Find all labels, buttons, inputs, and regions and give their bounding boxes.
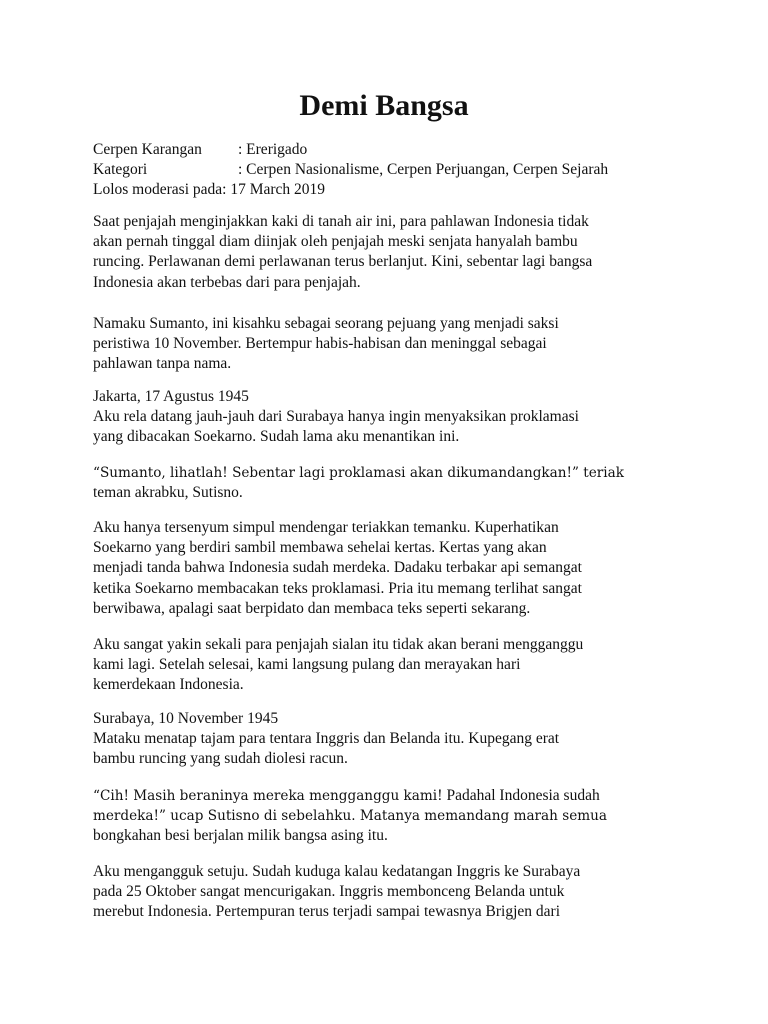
paragraph-line: Soekarno yang berdiri sambil membawa sehelai kertas. Kertas yang akan (93, 539, 547, 557)
paragraph-line: Namaku Sumanto, ini kisahku sebagai seorang pejuang yang menjadi saksi (93, 315, 559, 332)
moderation-row (93, 180, 608, 200)
paragraph-line: runcing. Perlawanan demi perlawanan terus berlanjut. Kini, sebentar lagi bangsa (93, 253, 593, 271)
paragraph-line: Indonesia akan terbebas dari para penjajah. (93, 273, 361, 291)
paragraph-proclamation (93, 518, 683, 619)
paragraph-line: peristiwa 10 November. Bertempur habis-habisan dan meninggal sebagai (93, 335, 547, 353)
author-value: : Ererigado (238, 141, 308, 158)
paragraph-intro (93, 212, 683, 293)
paragraph-line: Aku sangat yakin sekali para penjajah sialan itu tidak akan berani mengganggu (93, 636, 584, 653)
paragraph-line: bongkahan besi berjalan milik bangsa asing itu. (93, 827, 388, 845)
author-row (93, 140, 608, 160)
paragraph-line: Aku mengangguk setuju. Sudah kuduga kalau kedatangan Inggris ke Surabaya (93, 863, 581, 880)
paragraph-line: kami lagi. Setelah selesai, kami langsung pulang dan merayakan hari (93, 656, 521, 674)
author-label: Cerpen Karangan (93, 141, 202, 158)
paragraph-line: Aku hanya tersenyum simpul mendengar teriakkan temanku. Kuperhatikan (93, 519, 559, 536)
paragraph-line: bambu runcing yang sudah diolesi racun. (93, 750, 348, 768)
paragraph-dialogue-2 (93, 786, 683, 847)
category-value: : Cerpen Nasionalisme, Cerpen Perjuangan, Cerpen Sejarah (238, 161, 609, 178)
dialogue-quote: “Cih! Masih beraninya mereka mengganggu kami! (93, 788, 443, 804)
dialogue-narration: Padahal Indonesia sudah (442, 787, 600, 804)
category-row (93, 160, 608, 180)
paragraph-jakarta (93, 387, 683, 448)
paragraph-line: yang dibacakan Soekarno. Sudah lama aku menantikan ini. (93, 428, 460, 446)
paragraph-line: kemerdekaan Indonesia. (93, 676, 244, 694)
section-heading: Surabaya, 10 November 1945 (93, 710, 279, 727)
story-metadata (93, 140, 608, 200)
paragraph-line: ketika Soekarno membacakan teks proklamasi. Pria itu memang terlihat sangat (93, 579, 582, 597)
paragraph-line: merebut Indonesia. Pertempuran terus terjadi sampai tewasnya Brigjen dari (93, 903, 560, 921)
section-heading: Jakarta, 17 Agustus 1945 (93, 388, 249, 405)
dialogue-line: “Sumanto, lihatlah! Sebentar lagi proklamasi akan dikumandangkan!” teriak (93, 465, 624, 481)
story-title: Demi Bangsa (299, 89, 469, 122)
paragraph-line: Mataku menatap tajam para tentara Inggris dan Belanda itu. Kupegang erat (93, 730, 560, 748)
paragraph-line: pada 25 Oktober sangat mencurigakan. Inggris membonceng Belanda untuk (93, 883, 565, 901)
paragraph-line: Saat penjajah menginjakkan kaki di tanah air ini, para pahlawan Indonesia tidak (93, 213, 589, 230)
paragraph-battle (93, 862, 683, 923)
paragraph-line: akan pernah tinggal diam diinjak oleh penjajah meski senjata hanyalah bambu (93, 233, 578, 251)
paragraph-line: menjadi tanda bahwa Indonesia sudah merdeka. Dadaku terbakar api semangat (93, 559, 582, 577)
paragraph-line: teman akrabku, Sutisno. (93, 484, 243, 502)
dialogue-line: merdeka!” ucap Sutisno di sebelahku. Matanya memandang marah semua (93, 808, 608, 825)
paragraph-line: Aku rela datang jauh-jauh dari Surabaya hanya ingin menyaksikan proklamasi (93, 408, 579, 426)
moderation-date: Lolos moderasi pada: 17 March 2019 (93, 181, 326, 198)
category-label: Kategori (93, 161, 148, 178)
paragraph-celebration (93, 635, 683, 696)
paragraph-narrator (93, 314, 683, 375)
paragraph-line: pahlawan tanpa nama. (93, 355, 232, 373)
paragraph-line: berwibawa, apalagi saat berpidato dan membaca teks seperti sekarang. (93, 599, 531, 617)
paragraph-dialogue-1 (93, 463, 683, 503)
dialogue-line (93, 786, 683, 806)
paragraph-surabaya (93, 709, 683, 770)
